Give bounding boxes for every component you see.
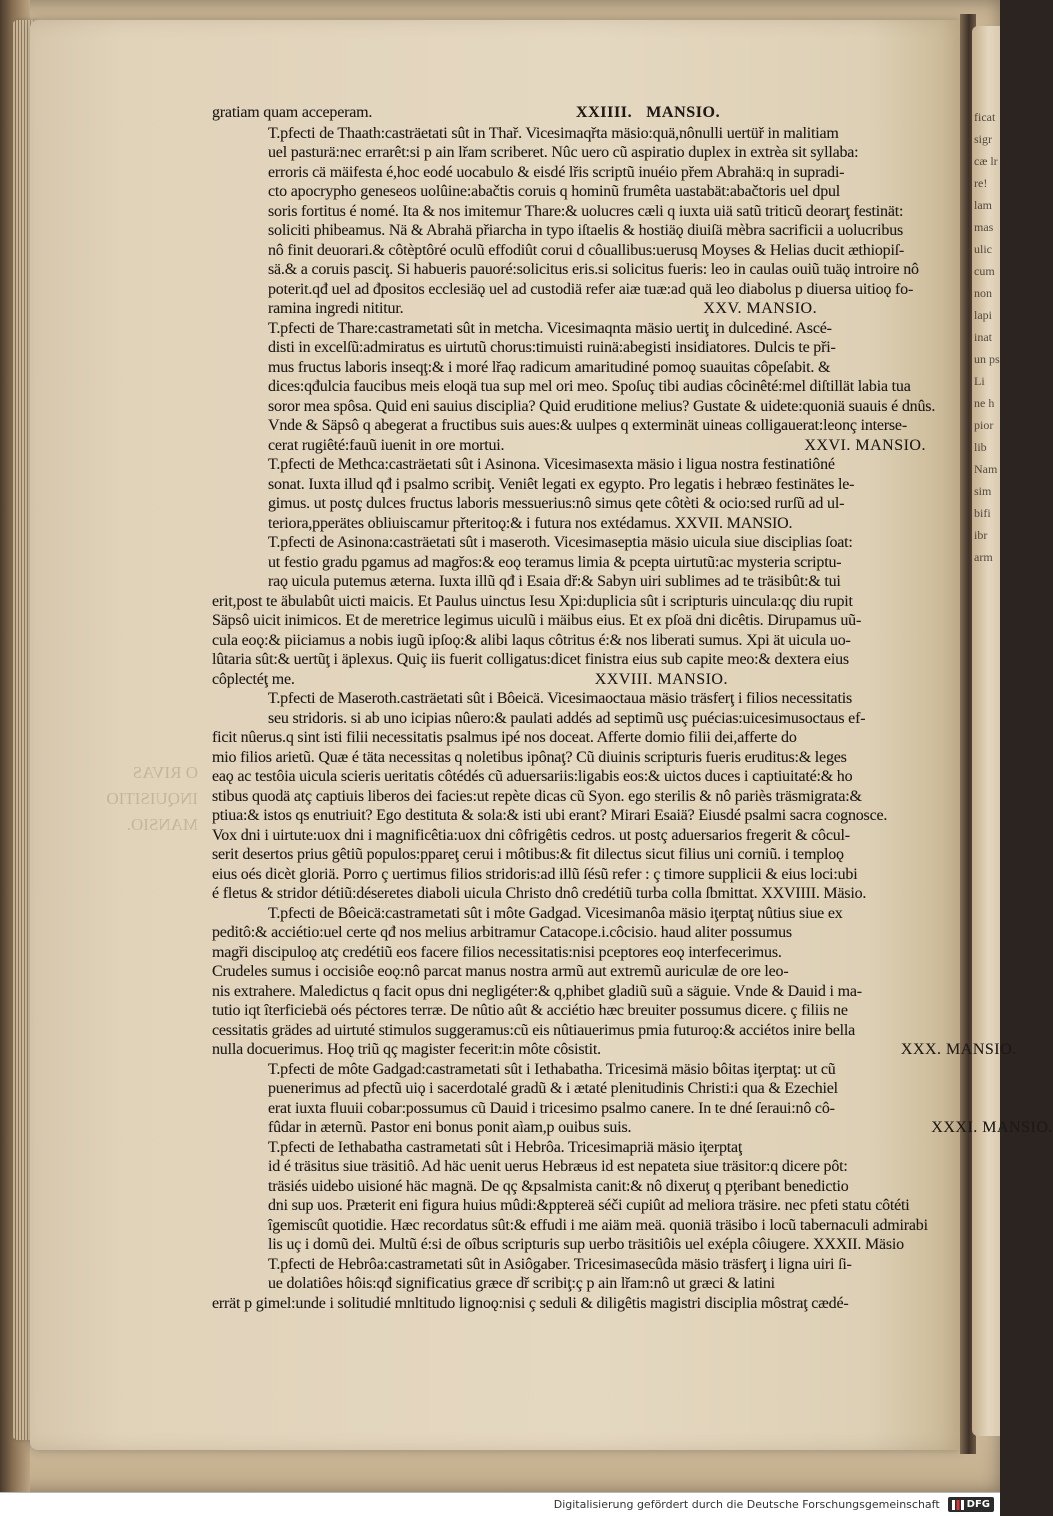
right-page-fragment: lapi: [974, 308, 992, 322]
text-line: [212, 1138, 942, 1158]
text-line-content: lûtaria sût:& uertũţ i äplexus. Quiç iis fuerit colligatus:dicet finistra eius sub capite meo:& dextera eius: [212, 651, 849, 668]
text-line: [212, 728, 942, 748]
text-line-content: T.pfecti de Maseroth.casträetati sût i Bôeicä. Vicesimaoctaua mäsio träsferţ i filios necessitatis: [268, 690, 852, 707]
text-line: [212, 1196, 942, 1216]
text-line-content: ramina ingredi nititur.: [268, 300, 404, 317]
text-line-content: nulla docuerimus. Hoǫ triũ qç magister fecerit:in môte côsistit.: [212, 1041, 601, 1058]
text-line-content: T.pfecti de môte Gadgad:castrametati sût i Iethabatha. Tricesimä mäsio bôitas iţerptaţ: ut cũ: [268, 1060, 836, 1078]
right-page-fragment: ibr: [974, 528, 988, 542]
right-page-fragment: sigr: [974, 132, 992, 146]
text-line: [212, 377, 942, 397]
text-line: [212, 163, 942, 183]
text-line: [212, 1021, 942, 1041]
text-line: [212, 1157, 942, 1177]
text-line: [212, 553, 942, 573]
text-line-content: erat iuxta fluuii cobar:possumus cũ Dauid i tricesimo psalmo canere. In te dné ſeraui:nô cô-: [268, 1099, 835, 1117]
dfg-logo-icon: [952, 1500, 964, 1510]
text-line: [212, 455, 942, 475]
text-line-content: nis extrahere. Maledictus q facit opus dni negligéter:& q,phibet gladiũ suũ a säguie. Vnde & Dauid i ma-: [212, 982, 862, 1000]
text-line: [212, 299, 942, 319]
text-line-content: puenerimus ad pfectũ uiǫ i sacerdotalé gradũ & i ætaté plenitudinis Christi:i qua & Ezechiel: [268, 1080, 838, 1097]
text-line: [212, 319, 942, 339]
text-line: [212, 767, 942, 787]
footer-credit: Digitalisierung gefördert durch die Deutsche Forschungsgemeinschaft: [553, 1498, 940, 1511]
text-line-content: Crudeles sumus i occisiôe eoǫ:nô parcat manus nostra armũ aut extremũ auriculæ de ore leo-: [212, 963, 789, 980]
right-page-fragment: ulic: [974, 242, 992, 256]
text-line-content: erit,post te äbulabût uicti maicis. Et Paulus uinctus Iesu Xpi:duplicia sût i scripturis uincula:qç diu rupit: [212, 592, 853, 610]
text-line: [212, 1040, 1017, 1060]
text-line-content: poterit.qđ uel ad đpositos ecclesiäǫ uel ad custodiä refer aiæ tuæ:ad quä leo diabolus p diuersa uitioǫ fo-: [268, 280, 914, 298]
text-line-content: ficit nûerus.q sint isti filii necessitatis psalmus ipé nos doceat. Afferte domio filii dei,afferte do: [212, 729, 797, 746]
text-line: [212, 1274, 942, 1294]
section-heading: XXV. MANSIO.: [703, 300, 818, 317]
text-line-content: T.pfecti de Iethabatha castrametati sût i Hebrôa. Tricesimapriä mäsio iţerptaţ: [268, 1138, 743, 1156]
text-line-content: tutio iqt îterficiebä oés péctores terræ. De nûtio aût & acciétio hæc breuiter possumus dicere. ç filiis ne: [212, 1002, 848, 1019]
text-line-content: îgemiscût quotidie. Hæc recordatus sût:& effudi i me aiäm meä. quoniä träsibo i locũ tabernaculi admirabi: [268, 1216, 928, 1234]
text-line: [212, 494, 942, 514]
footer-bar: [0, 1492, 1000, 1516]
text-line-content: soror mea spôsa. Quid eni sauius disciplia? Quid eruditione melius? Gustate & uidete:quoniä suauis é dnûs.: [268, 397, 936, 415]
text-line-content: magři discipuloǫ atç credétiũ eos facere filios necessitatis:nisi pceptores eoǫ interfecerimus.: [212, 943, 782, 961]
right-page-fragment: sim: [974, 484, 992, 498]
text-line-content: T.pfecti de Asinona:casträetati sût i maseroth. Vicesimaseptia mäsio uicula siue disciplias ſoat:: [268, 534, 853, 551]
right-page-fragment: lam: [974, 198, 992, 212]
text-line: [212, 280, 942, 300]
right-page-fragment: lib: [974, 440, 987, 454]
right-page-fragment: cum: [974, 264, 995, 278]
text-line: [212, 1235, 942, 1255]
text-line-content: T.pfecti de Hebrôa:castrametati sût in Asiôgaber. Tricesimasecûda mäsio träsferţ i ligna uiri ſi-: [268, 1255, 852, 1273]
text-line: [212, 748, 942, 768]
running-head-label: MANSIO.: [646, 104, 721, 121]
section-heading: XXXI. MANSIO.: [931, 1119, 1053, 1136]
text-line-content: soliciti phibeamus. Nä & Abrahä přiarcha in typo iſtaelis & hostiäǫ diuiſä mèbra sacrificii a uolucribus: [268, 222, 904, 239]
section-heading: XXVIII. MANSIO.: [594, 670, 728, 688]
section-heading: XXX. MANSIO.: [900, 1041, 1017, 1058]
text-line-content: sonat. Iuxta illud qđ i psalmo scribiţ. Veniêt legati ex egypto. Pro legatis i hebræo festinätes le-: [268, 475, 855, 493]
text-line-content: erroris cä mäifesta é,hoc eodé uocabulo & eisdé lřis scriptũ inuéio přem Abrahä:q in supradi-: [268, 163, 845, 181]
text-line: [212, 1001, 942, 1021]
text-line-content: Säpsô uicit inimicos. Et de meretrice legimus uiculũ i mäibus eius. Et ex pſoä dni dicêtis. Dirupamus uũ-: [212, 612, 862, 629]
text-line-content: ut festio gradu pgamus ad magřos:& eoǫ teramus limia & pcepta uirtutũ:ac mysteria scriptu-: [268, 553, 842, 571]
right-page-fragment: Li: [974, 374, 985, 388]
text-line: [212, 533, 942, 553]
text-line: [212, 904, 942, 924]
text-line: [212, 650, 942, 670]
text-line: [212, 475, 942, 495]
text-line: [212, 611, 942, 631]
text-line-content: T.pfecti de Thare:castrametati sût in metcha. Vicesimaqnta mäsio uertiţ in dulcediné. Ascé-: [268, 319, 832, 337]
text-line-content: id é träsitus siue träsitiô. Ad häc uenit uerus Hebræus id est nepateta siue träsitor:q dicere pôt:: [268, 1158, 848, 1175]
text-line: [212, 670, 942, 690]
text-line-content: eaǫ ac testôia uicula scieris ueritatis côtédés cũ aduersariis:ligabis eos:& uictos duces i captiuitaté:& ho: [212, 768, 853, 785]
text-line-content: eius oés dicèt gloriä. Porro ç uertimus filios stridoris:ad illũ ſésũ refer : ç timore supplicii & eius loci:ubi: [212, 865, 858, 883]
text-line-content: Vox dni i uirtute:uox dni i magnificêtia:uox dni côfrigêtis cedros. ut postç aduersarios fregerit & côcul-: [212, 826, 850, 844]
text-line-content: uel pasturä:nec errarêt:si p ain lřam scriberet. Nûc uero cũ aspiratio duplex in extrèa sit syllaba:: [268, 144, 859, 161]
text-line-content: Vnde & Säpsô q abegerat a fructibus suis aues:& uulpes q exterminät uineas colligauerat:leonç interse-: [268, 417, 907, 434]
text-line-content: ue dolatiôes hôis:qđ significatius græce dř scribiţ:ç p ain lřam:nô ut græci & latini: [268, 1275, 775, 1292]
text-line-content: teriora,pperätes obliuiscamur přteritoǫ:& i futura nos extédamus. XXVII. MANSIO.: [268, 514, 793, 532]
text-line-content: cerat rugiêté:fauũ iuenit in ore mortui.: [268, 436, 505, 454]
running-head-left: gratiam quam acceperam.: [212, 104, 373, 121]
text-line: [212, 923, 942, 943]
text-line: [212, 689, 942, 709]
text-line: [212, 1177, 942, 1197]
text-line: [212, 631, 942, 651]
right-page-fragment: re!: [974, 176, 988, 190]
text-line: [212, 962, 942, 982]
text-line: [212, 592, 942, 612]
text-line-content: errät p gimel:unde i solitudié mnltitudo lignoǫ:nisi ç seduli & diligêtis magistri disciplia môstraţ cædé-: [212, 1294, 849, 1312]
text-line-content: gimus. ut postç dulces fructus laboris messuerius:nô simus qete côtèti & ocio:sed rurſũ ad ul-: [268, 495, 845, 512]
text-line: [212, 1255, 942, 1275]
text-line-content: stibus quodä atç captiuis liberos dei facies:ut repète dicas cũ Syon. ego sterilis & nô pariès träsmigrata:&: [212, 787, 862, 805]
dfg-logo-text: DFG: [966, 1499, 990, 1510]
right-page-fragment: ne h: [974, 396, 995, 410]
text-line: [212, 358, 942, 378]
text-line-content: nô finit deuorari.& côtèptôré oculũ effodiût corui d côuallibus:uerusq Moyses & Helias ducit æthiopiſ-: [268, 241, 905, 259]
dfg-logo[interactable]: [948, 1497, 994, 1512]
text-line-content: dices:qđulcia faucibus meis eloqä tua sup mel ori meo. Spoſuç tibi audias côcinêté:mel diſtillät labia tua: [268, 378, 911, 395]
text-line-content: disti in excelſũ:admiratus es uirtutũ chorus:timuisti ruinä:abegisti insidiatores. Dulcis te při-: [268, 339, 836, 356]
text-line: [212, 865, 942, 885]
text-line: [212, 1060, 942, 1080]
text-line-content: mio filios arietũ. Quæ é täta necessitas q noletibus ipônaţ? Cũ diuinis scripturis fueris eruditus:& leges: [212, 748, 847, 766]
text-line: [212, 416, 942, 436]
text-line-content: dni sup uos. Præterit eni figura huius mûdi:&pptereä séči cupiût ad meliora träsire. nec pfeti statu côtéti: [268, 1197, 910, 1214]
text-line: [212, 143, 942, 163]
text-line-content: é fletus & stridor détiũ:déseretes diaboli uicula Christo dnô credétiũ turba colla ſbmittat. XXVIIII. Mäsio.: [212, 885, 867, 902]
text-line-content: T.pfecti de Methca:casträetati sût i Asinona. Vicesimasexta mäsio i ligua nostra festinatiôné: [268, 456, 835, 473]
text-line: [212, 514, 942, 534]
text-line: [212, 436, 942, 456]
text-line: [212, 124, 942, 144]
text-line-content: mus fructus laboris inseqţ:& i moré lřaǫ radicum amaritudiné pomoǫ suauitas côpeſabit. &: [268, 358, 831, 376]
text-line-content: cula eoǫ:& piiciamus a nobis iugũ ipſoǫ:& alibi laqus côtritus é:& nos liberati sumus. Xpi ät uicula uo-: [212, 631, 851, 649]
text-line-content: seu stridoris. si ab uno icipias nûero:& paulati addés ad septimũ usç puécias:uicesimusoctaus ef-: [268, 709, 866, 727]
text-line-content: träsiés uidebo uisioné häc magnä. De qç &psalmista canit:& nô dixeruţ q pţeribant benedictio: [268, 1177, 849, 1195]
right-page-fragment: un ps: [974, 352, 1000, 366]
text-line: [212, 572, 942, 592]
text-line: [212, 1079, 942, 1099]
text-line-content: soris fortitus é nomé. Ita & nos imitemur Thare:& uolucres cæli q iuxta uiä satũ triticũ deorarţ festinät:: [268, 202, 904, 220]
right-page-fragment: inat: [974, 330, 992, 344]
text-line: [212, 1294, 942, 1314]
right-page-fragment: arm: [974, 550, 993, 564]
right-page-fragment: bifi: [974, 506, 991, 520]
text-line-content: raǫ uicula putemus æterna. Iuxta illũ qđ i Esaia dř:& Sabyn uiri sublimes ad te träsibût:& tui: [268, 573, 841, 590]
text-line-content: cto apocrypho geneseos uolûine:abačtis coruis q hominũ frumêta uastabät:abačtoris uel dpul: [268, 183, 841, 200]
text-line-content: T.pfecti de Thaath:casträetati sût in Thař. Vicesimaqřta mäsio:quä,nônulli uertüř in malitiam: [268, 124, 839, 142]
text-line-content: peditô:& acciétio:uel certe qđ nos melius arbitramur Catacope.i.côcisio. haud aliter possumus: [212, 924, 792, 941]
text-line: [212, 787, 942, 807]
text-line: [212, 884, 942, 904]
text-line: [212, 806, 942, 826]
text-line: [212, 202, 942, 222]
text-line-content: lis uç i domũ dei. Multũ é:si de oîbus scripturis sup uerbo träsitiôis uel exépla côiugere. XXXII. Mäsio: [268, 1236, 904, 1253]
right-page-fragment: Nam: [974, 462, 998, 476]
section-heading: XXVI. MANSIO.: [804, 436, 926, 454]
text-line: [212, 338, 942, 358]
text-line: [212, 241, 942, 261]
text-line: [212, 260, 942, 280]
right-page-fragment: pior: [974, 418, 994, 432]
text-line: [212, 221, 942, 241]
right-page-fragment: non: [974, 286, 992, 300]
text-line: [212, 845, 942, 865]
running-head: [212, 103, 942, 123]
text-line-content: T.pfecti de Bôeicä:castrametati sût i môte Gadgad. Vicesimanôa mäsio iţerptaţ nûtius siue ex: [268, 904, 843, 922]
text-line-content: cessitatis grädes ad uirtuté stimulos suggeramus:cũ eis nûtiauerimus pmia futuroǫ:& acciétos inire bella: [212, 1021, 856, 1039]
text-line: [212, 397, 942, 417]
text-line-content: côplectéţ me.: [212, 670, 295, 688]
running-head-number: XXIIII.: [576, 104, 633, 121]
text-line-content: serit desertos prius gêtiũ populos:ppareţ cerui i môtibus:& fit dilectus sicut filius uni corniũ. i temploǫ: [212, 846, 844, 863]
text-line: [212, 943, 942, 963]
text-line: [212, 182, 942, 202]
text-line-content: ptiua:& istos qs enutriuit? Ego destituta & sola:& isti ubi erant? Mirari Esaiä? Eiusdé psalmi sacra cognosce.: [212, 807, 888, 824]
right-page-fragment: ficat: [974, 110, 996, 124]
bleed-through-text: O RIVAS INQUISITIO MANSIO.: [106, 763, 198, 834]
text-line: [212, 1118, 1053, 1138]
right-page: [972, 26, 1000, 1436]
text-line-content: fûdar in æternũ. Pastor eni bonus ponit aìam,p ouibus suis.: [268, 1119, 632, 1136]
right-page-fragment: mas: [974, 220, 994, 234]
text-line: [212, 982, 942, 1002]
text-line: [212, 709, 942, 729]
right-page-fragments: [974, 106, 1000, 568]
text-line-content: sä.& a coruis pasciţ. Si habueris pauoré:solicitus eris.si solicitus fueris: leo in caulas ouiũ tuäǫ introire nô: [268, 261, 919, 278]
text-line: [212, 1216, 942, 1236]
text-line: [212, 826, 942, 846]
right-page-fragment: cæ lr: [974, 154, 998, 168]
text-line: [212, 1099, 942, 1119]
